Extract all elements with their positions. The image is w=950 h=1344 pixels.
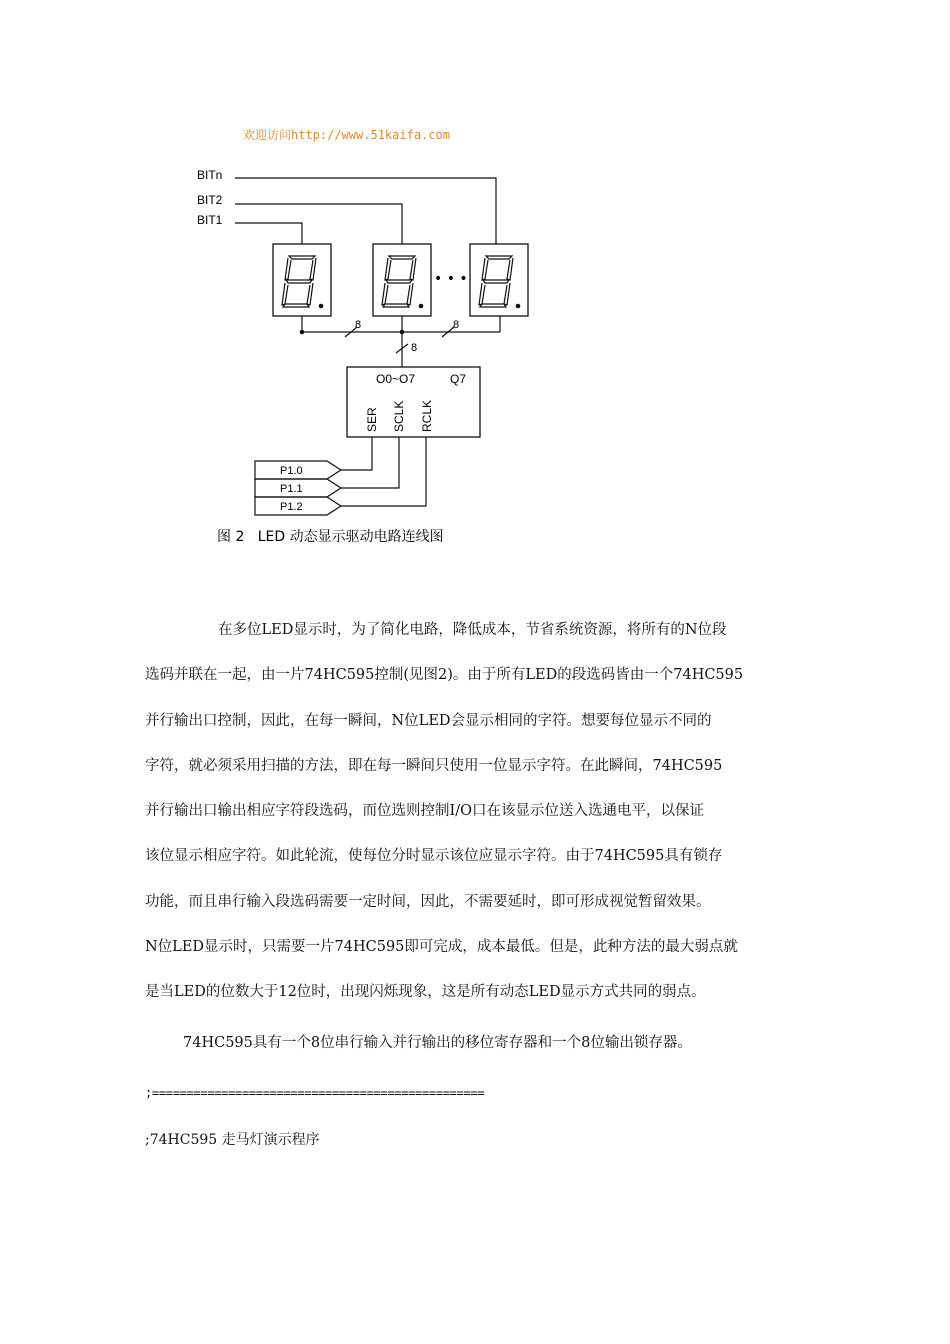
p10-label: P1.0	[280, 465, 303, 477]
paragraph-74hc595-description: 74HC595具有一个8位串行输入并行输出的移位寄存器和一个8位输出锁存器。	[183, 1035, 692, 1051]
seven-segment-display-n	[470, 244, 528, 316]
rclk-label: RCLK	[420, 399, 434, 432]
paragraph-line: 功能，而且串行输入段选码需要一定时间，因此，不需要延时，即可形成视觉暂留效果。	[145, 893, 711, 910]
outputs-label: O0~O7	[376, 372, 416, 386]
ellipsis-dots: • • •	[434, 271, 468, 287]
control-wires	[341, 437, 426, 506]
paragraph-line: 并行输出口控制，因此，在每一瞬间，N位LED会显示相同的字符。想要每位显示不同的	[145, 712, 712, 729]
paragraph-line: 字符，就必须采用扫描的方法，即在每一瞬间只使用一位显示字符。在此瞬间，74HC595	[145, 757, 723, 774]
led-driver-circuit-diagram	[197, 122, 535, 562]
sclk-label: SCLK	[392, 400, 406, 432]
shift-register-chip	[347, 367, 480, 437]
seven-segment-display-2	[373, 244, 431, 316]
paragraph-line: N位LED显示时，只需要一片74HC595即可完成，成本最低。但是，此种方法的最大弱点就	[145, 939, 738, 956]
bit2-label: BIT2	[197, 193, 223, 207]
seven-segment-display-1	[273, 244, 331, 316]
p11-label: P1.1	[280, 483, 303, 495]
code-title-comment: ;74HC595 走马灯演示程序	[145, 1132, 320, 1148]
figure-caption: 图 2 LED 动态显示驱动电路连线图	[217, 529, 444, 545]
bitn-label: BITn	[197, 168, 223, 182]
bus-width-left-label: 8	[355, 319, 362, 331]
watermark-text: 欢迎访问http://www.51kaifa.com	[243, 128, 450, 142]
bus-width-center-label: 8	[411, 342, 418, 354]
bus-width-right-label: 8	[453, 319, 460, 331]
p12-label: P1.2	[280, 501, 303, 513]
circuit-figure	[197, 122, 535, 562]
paragraph-line: 选码并联在一起，由一片74HC595控制(见图2)。由于所有LED的段选码皆由一个74HC595	[145, 667, 744, 684]
bit-wires	[235, 178, 496, 244]
q7-label: Q7	[450, 372, 467, 386]
paragraph-led-scanning	[145, 608, 810, 1016]
junction-dot-left	[300, 330, 305, 335]
ser-label: SER	[365, 407, 379, 432]
code-separator-comment: ;================================================	[145, 1086, 485, 1100]
paragraph-line: 在多位LED显示时，为了简化电路，降低成本，节省系统资源，将所有的N位段	[218, 622, 727, 638]
paragraph-line: 该位显示相应字符。如此轮流，使每位分时显示该位应显示字符。由于74HC595具有锁存	[145, 848, 723, 865]
paragraph-line: 并行输出口输出相应字符段选码，而位选则控制I/O口在该显示位送入选通电平，以保证	[145, 803, 704, 820]
segment-bus	[302, 316, 500, 367]
bit1-label: BIT1	[197, 213, 223, 227]
paragraph-line: 是当LED的位数大于12位时，出现闪烁现象，这是所有动态LED显示方式共同的弱点。	[145, 984, 706, 1001]
junction-dot-center	[400, 330, 405, 335]
